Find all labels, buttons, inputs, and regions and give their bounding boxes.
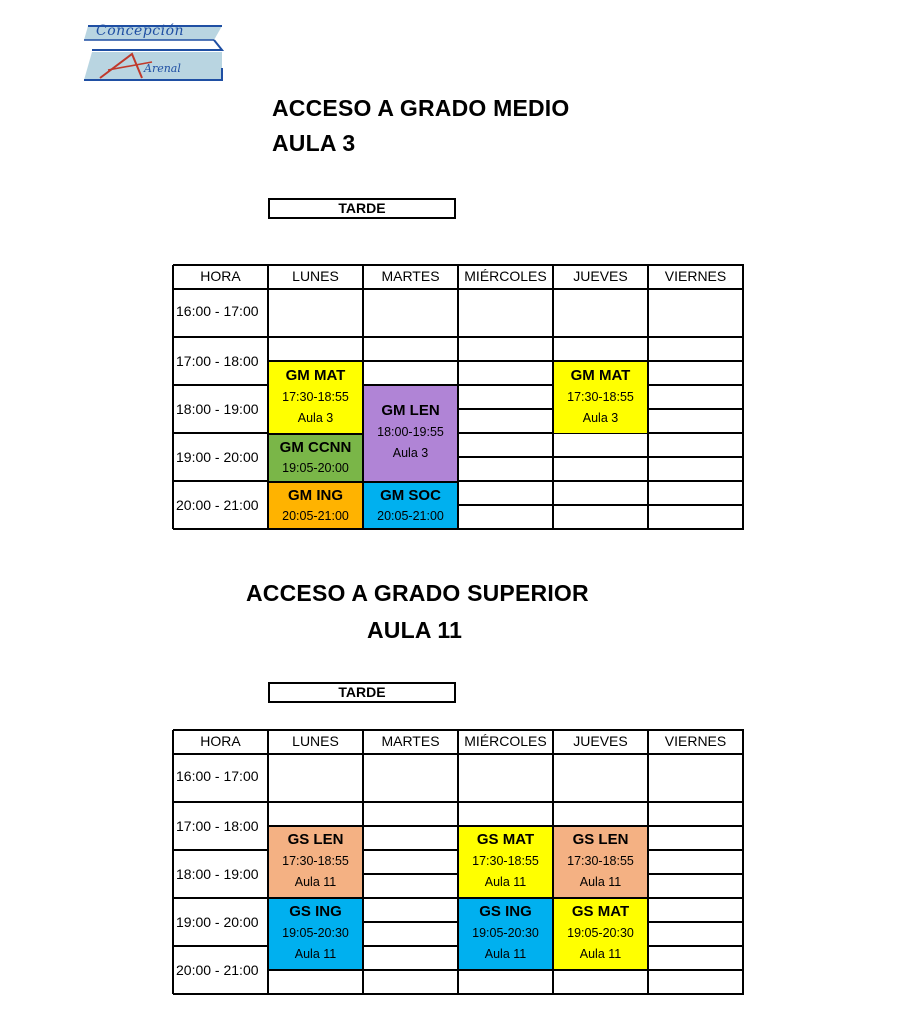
class-code: GS MAT bbox=[476, 831, 535, 848]
header-day: JUEVES bbox=[573, 733, 628, 749]
class-room: Aula 3 bbox=[297, 411, 334, 425]
section1-subtitle: AULA 3 bbox=[272, 130, 356, 156]
grid-row-line bbox=[173, 753, 744, 755]
header-day: MARTES bbox=[381, 733, 440, 749]
logo-text-line1: Concepción bbox=[96, 23, 185, 39]
class-code: GS LEN bbox=[287, 831, 344, 848]
hour-label: 17:00 - 18:00 bbox=[176, 353, 259, 369]
header-day: LUNES bbox=[292, 268, 339, 284]
class-time: 17:30-18:55 bbox=[282, 854, 349, 868]
class-time: 19:05-20:30 bbox=[282, 926, 349, 940]
class-time: 19:05-20:30 bbox=[472, 926, 539, 940]
grid-row-line bbox=[173, 288, 744, 290]
grid-column-line bbox=[172, 730, 174, 994]
class-block bbox=[553, 361, 648, 434]
class-time: 17:30-18:55 bbox=[282, 390, 349, 404]
class-block bbox=[268, 898, 363, 970]
grid-row-line bbox=[173, 729, 744, 731]
section2-shift-label: TARDE bbox=[268, 682, 456, 703]
header-day: VIERNES bbox=[664, 268, 727, 284]
grid-column-line bbox=[172, 265, 174, 529]
class-block bbox=[268, 826, 363, 898]
grid-row-line bbox=[173, 993, 744, 995]
class-room: Aula 11 bbox=[294, 875, 337, 889]
logo-text-line2: Arenal bbox=[144, 62, 181, 75]
grid-row-line bbox=[173, 801, 744, 803]
hour-label: 16:00 - 17:00 bbox=[176, 768, 259, 784]
class-room: Aula 11 bbox=[484, 875, 527, 889]
grid-row-line bbox=[173, 480, 744, 482]
class-code: GM MAT bbox=[285, 367, 346, 384]
class-block bbox=[363, 385, 458, 482]
grid-row-line bbox=[173, 432, 744, 434]
class-room: Aula 11 bbox=[484, 947, 527, 961]
class-room: Aula 11 bbox=[579, 947, 622, 961]
grid-row-line bbox=[173, 336, 744, 338]
class-room: Aula 11 bbox=[294, 947, 337, 961]
class-block bbox=[553, 826, 648, 898]
header-day: JUEVES bbox=[573, 268, 628, 284]
class-code: GM ING bbox=[288, 487, 343, 504]
header-day: MIÉRCOLES bbox=[464, 268, 547, 284]
class-block bbox=[363, 482, 458, 529]
section1-shift-label: TARDE bbox=[268, 198, 456, 219]
grid-column-line bbox=[742, 730, 744, 994]
class-time: 17:30-18:55 bbox=[567, 854, 634, 868]
class-room: Aula 3 bbox=[582, 411, 619, 425]
class-time: 20:05-21:00 bbox=[282, 509, 349, 523]
header-hora: HORA bbox=[200, 733, 241, 749]
class-time: 19:05-20:30 bbox=[567, 926, 634, 940]
header-day: MIÉRCOLES bbox=[464, 733, 547, 749]
class-time: 19:05-20:00 bbox=[282, 461, 349, 475]
section2-title: ACCESO A GRADO SUPERIOR bbox=[246, 580, 589, 606]
header-day: LUNES bbox=[292, 733, 339, 749]
class-code: GS MAT bbox=[571, 903, 630, 920]
class-room: Aula 11 bbox=[579, 875, 622, 889]
class-time: 17:30-18:55 bbox=[567, 390, 634, 404]
class-block bbox=[268, 482, 363, 529]
class-block bbox=[458, 898, 553, 970]
class-block bbox=[458, 826, 553, 898]
hour-label: 18:00 - 19:00 bbox=[176, 866, 259, 882]
grid-row-line bbox=[173, 264, 744, 266]
section2-subtitle: AULA 11 bbox=[367, 617, 463, 643]
grid-row-line bbox=[173, 384, 744, 386]
class-block bbox=[553, 898, 648, 970]
class-code: GM LEN bbox=[381, 402, 440, 419]
hour-label: 17:00 - 18:00 bbox=[176, 818, 259, 834]
class-code: GS ING bbox=[289, 903, 342, 920]
hour-label: 20:00 - 21:00 bbox=[176, 962, 259, 978]
hour-label: 20:00 - 21:00 bbox=[176, 497, 259, 513]
class-room: Aula 3 bbox=[392, 446, 429, 460]
hour-label: 16:00 - 17:00 bbox=[176, 303, 259, 319]
header-hora: HORA bbox=[200, 268, 241, 284]
school-logo bbox=[82, 22, 227, 86]
section1-title: ACCESO A GRADO MEDIO bbox=[272, 95, 570, 121]
hour-label: 19:00 - 20:00 bbox=[176, 449, 259, 465]
grid-row-line bbox=[173, 528, 744, 530]
hour-label: 18:00 - 19:00 bbox=[176, 401, 259, 417]
header-day: MARTES bbox=[381, 268, 440, 284]
class-code: GS ING bbox=[479, 903, 532, 920]
class-code: GM SOC bbox=[380, 487, 441, 504]
hour-label: 19:00 - 20:00 bbox=[176, 914, 259, 930]
class-block bbox=[268, 434, 363, 482]
class-block bbox=[268, 361, 363, 434]
class-code: GS LEN bbox=[572, 831, 629, 848]
class-code: GM MAT bbox=[570, 367, 631, 384]
class-time: 17:30-18:55 bbox=[472, 854, 539, 868]
grid-column-line bbox=[742, 265, 744, 529]
class-code: GM CCNN bbox=[279, 439, 352, 456]
class-time: 18:00-19:55 bbox=[377, 425, 444, 439]
class-time: 20:05-21:00 bbox=[377, 509, 444, 523]
header-day: VIERNES bbox=[664, 733, 727, 749]
